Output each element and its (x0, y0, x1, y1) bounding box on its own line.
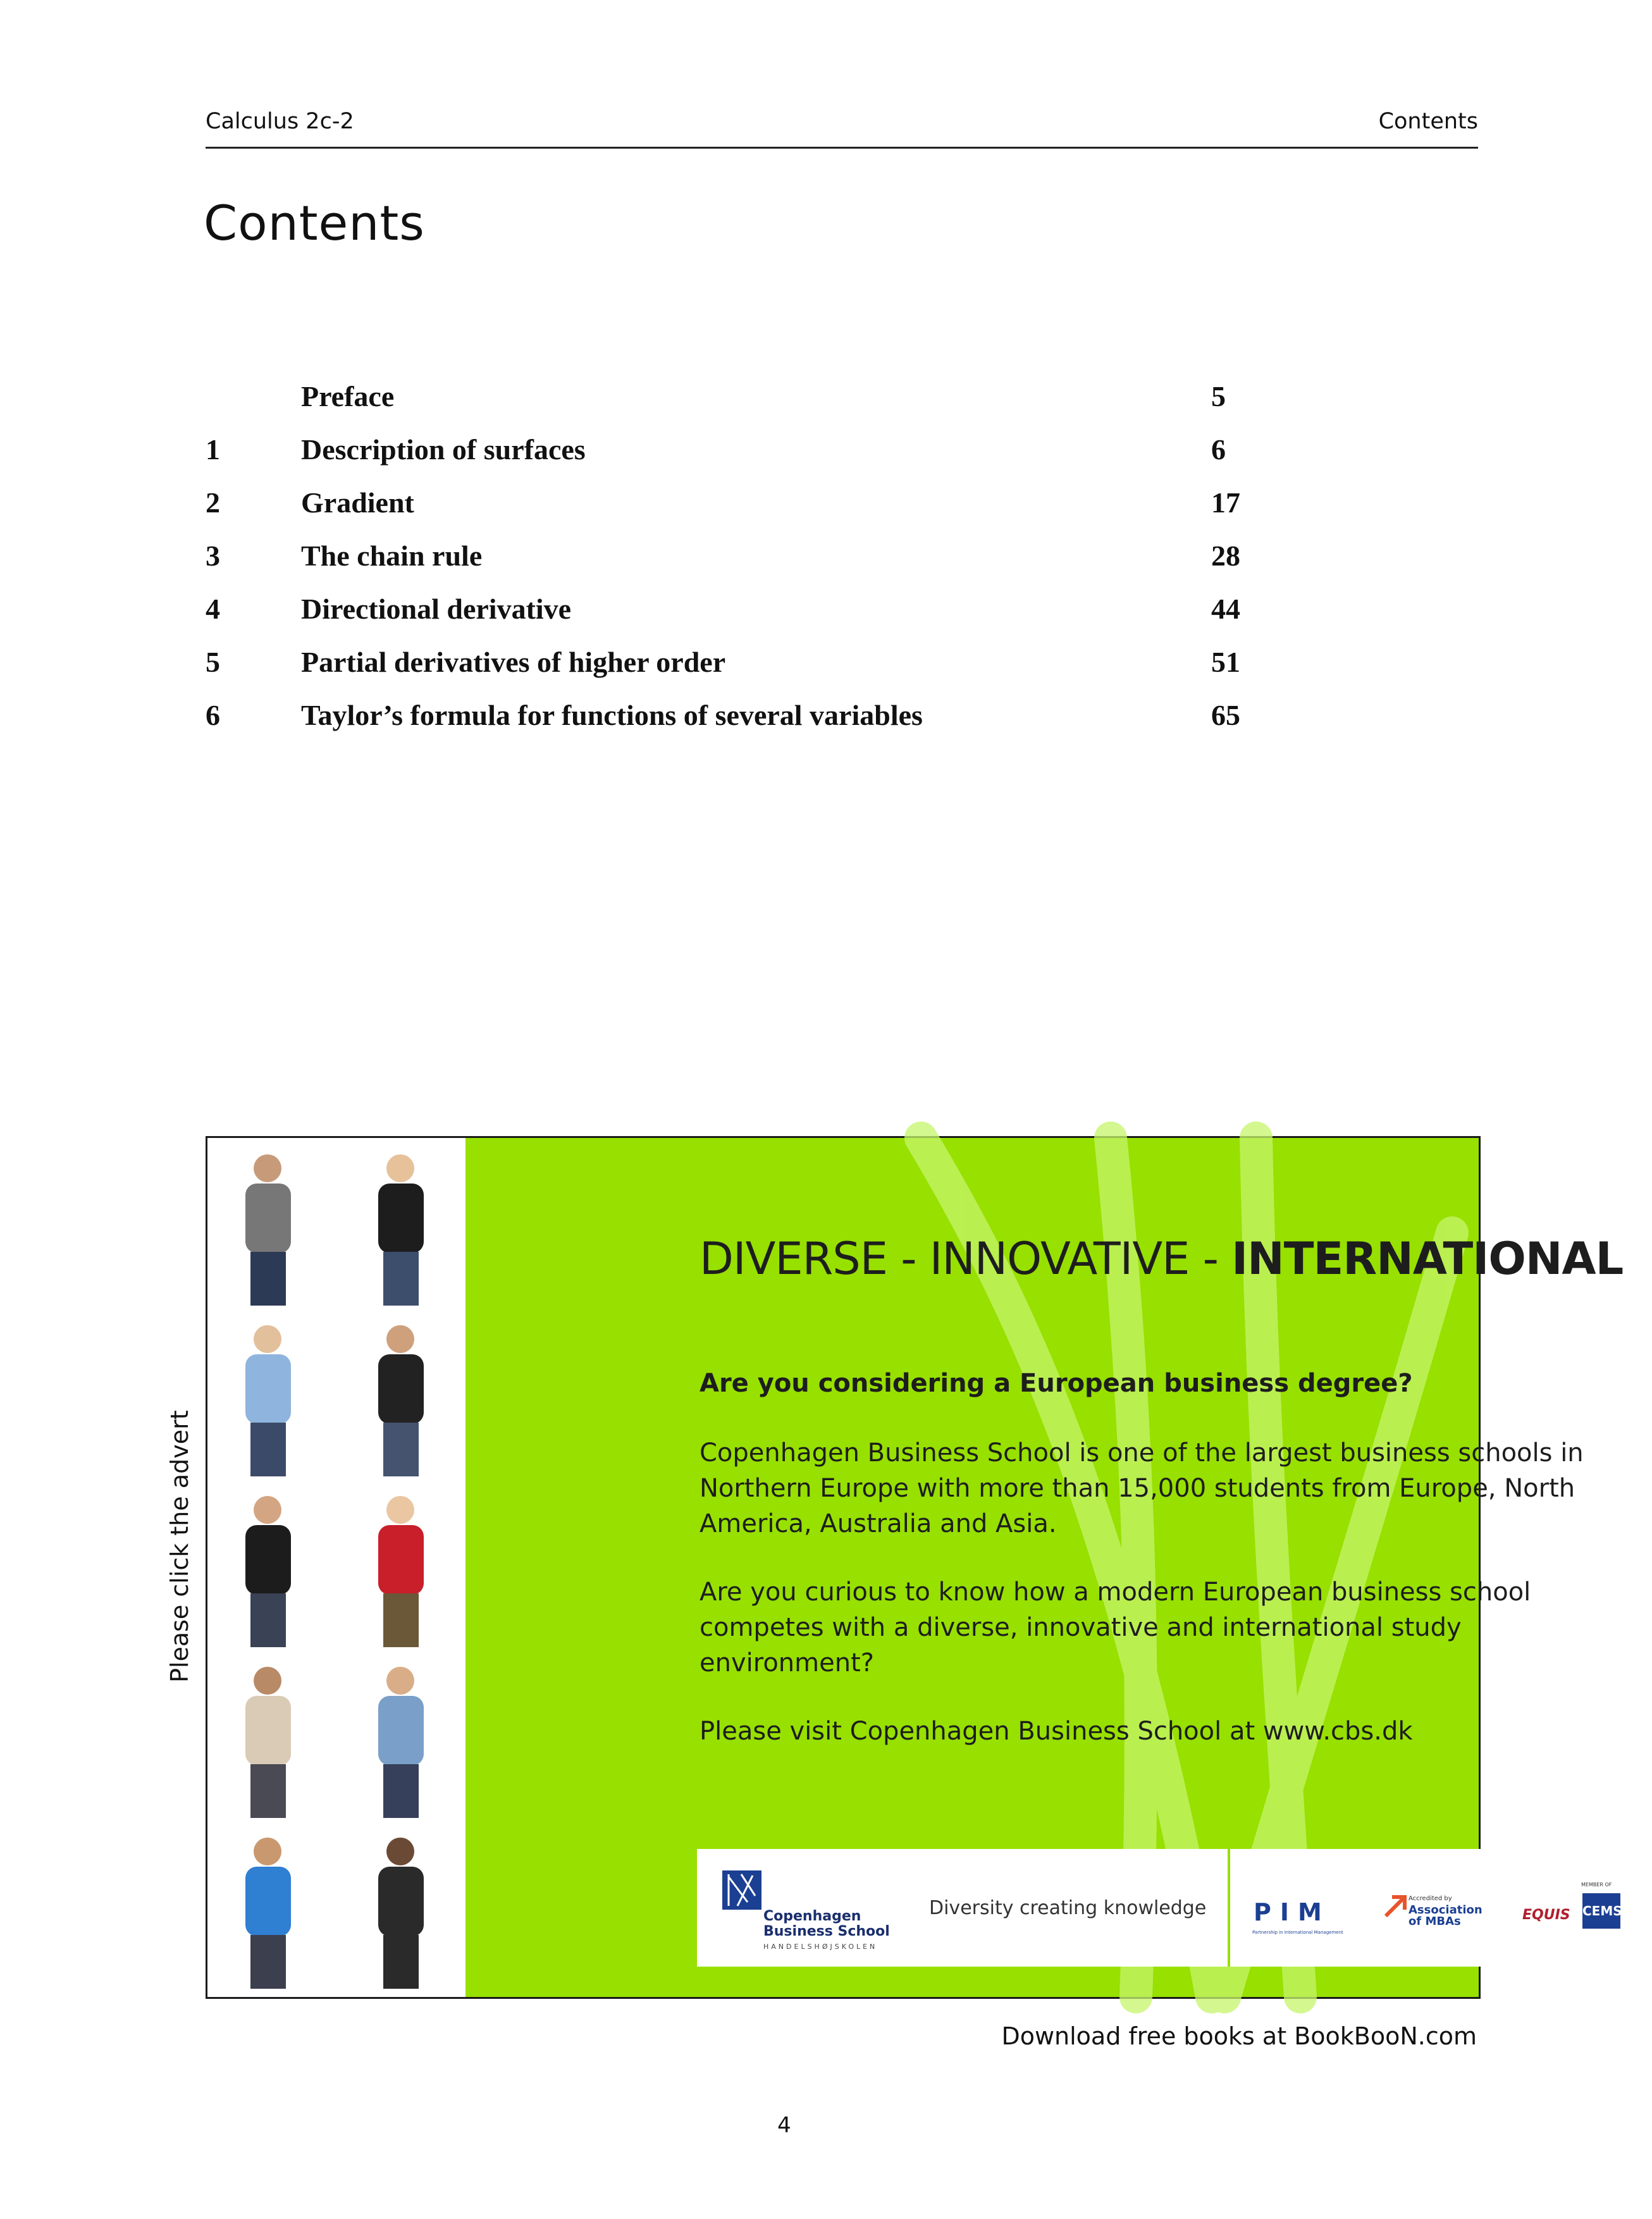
toc-entry[interactable] (0, 698, 1569, 751)
toc-entry[interactable] (0, 433, 1569, 486)
advert-question: Are you considering a European business degree? (700, 1369, 1413, 1398)
student-photo-strip (207, 1138, 465, 1997)
student-figure-icon (378, 1154, 424, 1306)
pim-logo-subtitle: Partnership in International Management (1252, 1930, 1343, 1935)
student-figure-icon (378, 1838, 424, 1989)
toc-title[interactable]: Partial derivatives of higher order (301, 646, 726, 678)
student-figure-icon (245, 1838, 291, 1989)
advert-paragraph: Copenhagen Business School is one of the largest business schools in Northern Europe with more than 15,000 students from Europe, North America, Australia and Asia. (700, 1438, 1584, 1538)
cbs-logo-subtitle: HANDELSHØJSKOLEN (763, 1943, 878, 1951)
toc-title[interactable]: Gradient (301, 486, 414, 519)
toc-page: 17 (1211, 486, 1240, 519)
advert-side-label: Please click the advert (166, 1410, 194, 1683)
toc-number: 4 (206, 593, 220, 625)
toc-number: 3 (206, 540, 220, 572)
logo-bar (697, 1849, 1652, 1967)
toc-title[interactable]: Taylor’s formula for functions of several variables (301, 699, 923, 731)
student-figure-icon (245, 1154, 291, 1306)
running-header-right: Contents (1378, 109, 1478, 134)
toc-number: 2 (206, 486, 220, 519)
cbs-logo-name: Copenhagen Business School (763, 1908, 890, 1939)
download-link[interactable]: Download free books at BookBooN.com (1001, 2022, 1477, 2050)
equis-logo: EQUIS (1522, 1907, 1570, 1923)
toc-entry[interactable] (0, 645, 1569, 698)
page-title: Contents (204, 195, 425, 251)
running-header-left: Calculus 2c-2 (206, 109, 354, 134)
advert-visit-link[interactable]: Please visit Copenhagen Business School at www.cbs.dk (700, 1717, 1413, 1746)
toc-title[interactable]: The chain rule (301, 540, 483, 572)
student-figure-icon (245, 1496, 291, 1647)
student-photos-image (207, 1138, 465, 1997)
advert-heading-bold: INTERNATIONAL (1231, 1233, 1624, 1285)
toc-title[interactable]: Preface (301, 380, 395, 412)
toc-page: 51 (1211, 646, 1240, 678)
cems-logo: CEMS (1582, 1893, 1620, 1929)
toc-number: 1 (206, 433, 220, 466)
advert-heading (700, 1233, 1623, 1285)
toc-entry[interactable] (0, 539, 1569, 592)
advert-green-panel (465, 1138, 1624, 1997)
advert-tagline: Diversity creating knowledge (929, 1897, 1207, 1919)
student-figure-icon (378, 1667, 424, 1818)
toc-page: 28 (1211, 540, 1240, 572)
advert-banner[interactable] (206, 1136, 1624, 1999)
toc-entry[interactable] (0, 486, 1569, 539)
header-rule (206, 147, 1478, 149)
student-figure-icon (245, 1667, 291, 1818)
toc-title[interactable]: Directional derivative (301, 593, 572, 625)
cems-caption: MEMBER OF (1581, 1882, 1612, 1888)
toc-number: 5 (206, 646, 220, 678)
amba-logo: Accredited by Association of MBAs (1409, 1895, 1482, 1928)
toc-page: 5 (1211, 380, 1226, 412)
advert-heading-light: DIVERSE - INNOVATIVE - (700, 1233, 1232, 1285)
toc-entry[interactable] (0, 592, 1569, 645)
page-number: 4 (777, 2113, 791, 2138)
advert-paragraph: Are you curious to know how a modern European business school competes with a diverse, innovative and international study environment? (700, 1578, 1531, 1678)
student-figure-icon (378, 1325, 424, 1476)
student-figure-icon (378, 1496, 424, 1647)
logo-divider (1228, 1849, 1230, 1967)
amba-arrow-icon (1383, 1893, 1409, 1919)
toc-entry[interactable] (0, 380, 1569, 433)
pim-logo: PIM (1254, 1898, 1331, 1926)
toc-title[interactable]: Description of surfaces (301, 433, 586, 466)
student-figure-icon (245, 1325, 291, 1476)
toc-number: 6 (206, 699, 220, 731)
toc-page: 65 (1211, 699, 1240, 731)
toc-page: 6 (1211, 433, 1226, 466)
cbs-logo-icon (722, 1870, 761, 1910)
toc-page: 44 (1211, 593, 1240, 625)
